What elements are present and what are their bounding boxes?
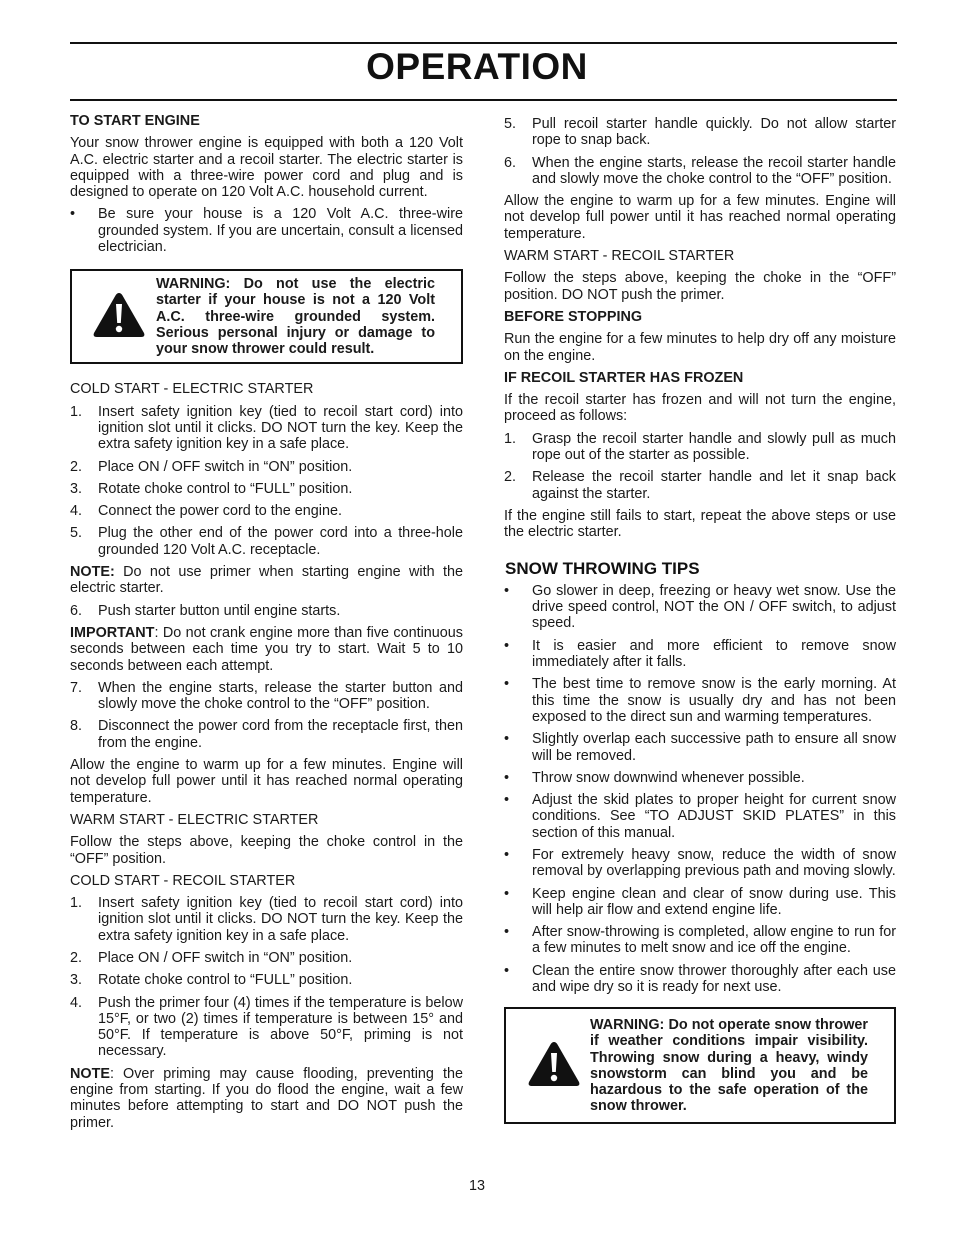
step-text: When the engine starts, release the recoil starter handle and slowly move the choke control to the “OFF” position. [532,154,896,187]
list-item [504,116,896,149]
step-text: Insert safety ignition key (tied to recoil start cord) into ignition slot until it clicks. DO NOT turn the key. Keep the extra safety ignition key in a safe place. [98,403,463,453]
list-item [70,950,463,966]
step-text: Rotate choke control to “FULL” position. [98,972,353,989]
list-item [504,155,896,188]
bullet: • [504,885,510,902]
warm-start-recoil-text: Follow the steps above, keeping the choke in the “OFF” position. DO NOT push the primer. [504,270,896,303]
cold-start-electric-heading: COLD START - ELECTRIC STARTER [70,381,314,398]
intro-paragraph: Your snow thrower engine is equipped with both a 120 Volt A.C. electric starter and a recoil starter. The electric starter is equipped with a three-wire power cord and plug and is designed to operate on 120 Volt A.C. household current. [70,135,463,201]
list-item [504,583,896,632]
step-number: 1. [70,895,83,912]
bullet: • [504,962,510,979]
step-number: 5. [70,525,83,542]
warning-box-visibility [504,1007,896,1124]
important-note [70,625,463,674]
list-item [504,924,896,957]
step-number: 4. [70,994,83,1011]
step-number: 6. [504,154,517,171]
step-number: 8. [70,718,83,735]
step-number: 1. [504,430,517,447]
bullet: • [504,582,510,599]
step-text: Place ON / OFF switch in “ON” position. [98,949,353,966]
list-item [504,963,896,996]
list-item [504,469,896,502]
step-number: 4. [70,503,83,520]
warning-icon [91,290,147,344]
frozen-outro: If the engine still fails to start, repeat the above steps or use the electric starter. [504,507,896,541]
warning-text: WARNING: Do not operate snow thrower if weather conditions impair visibility. Throwing snow during a heavy, windy snowstorm can blind you and be hazardous to the safe operation of the snow thrower. [590,1016,868,1115]
list-item [70,503,463,519]
right-column [504,116,896,1124]
list-item [70,206,463,255]
note-over-priming [70,1066,463,1131]
to-start-engine-heading: TO START ENGINE [70,113,200,129]
bullet: • [504,676,510,693]
before-stopping-heading: BEFORE STOPPING [504,308,643,325]
bullet: • [504,637,510,654]
list-item [504,770,896,786]
list-item [70,481,463,497]
list-item [504,638,896,671]
bullet: • [504,769,510,786]
left-column [70,113,463,1137]
tip-text: Throw snow downwind whenever possible. [532,769,805,786]
top-rule [70,42,897,44]
note-label: NOTE: [70,564,115,581]
list-item [70,895,463,944]
bullet: • [504,846,510,863]
step-text: Disconnect the power cord from the receptacle first, then from the engine. [98,718,463,751]
cold-start-recoil-heading: COLD START - RECOIL STARTER [70,872,296,889]
snow-throwing-tips-heading: SNOW THROWING TIPS [505,558,700,578]
list-item [70,995,463,1060]
step-number: 1. [70,403,83,420]
before-stopping-text: Run the engine for a few minutes to help dry off any moisture on the engine. [504,331,896,364]
tip-text: Adjust the skid plates to proper height for current snow conditions. See “TO ADJUST SKID PLATES” in this section of this manual. [532,792,896,841]
step-number: 2. [504,469,517,486]
warm-start-electric-text: Follow the steps above, keeping the choke control in the “OFF” position. [70,834,463,867]
note-text: Do not use primer when starting engine with the electric starter. [70,564,463,597]
tip-text: The best time to remove snow is the early morning. At this time the snow is usually dry and has not been exposed to the direct sun and warming temperatures. [532,676,896,725]
step-text: Insert safety ignition key (tied to recoil start cord) into ignition slot until it clicks. DO NOT turn the key. Keep the extra safety ignition key in a safe place. [98,895,463,944]
tip-text: Keep engine clean and clear of snow during use. This will help air flow and extend engine life. [532,885,896,918]
step-number: 6. [70,602,83,619]
tip-text: Go slower in deep, freezing or heavy wet snow. Use the drive speed control, NOT the ON / OFF switch, to adjust speed. [532,582,896,632]
important-text: : Do not crank engine more than five continuous seconds between each time you try to start. Wait 5 to 10 seconds between each attempt. [70,624,463,674]
frozen-heading: IF RECOIL STARTER HAS FROZEN [504,369,744,386]
bullet: • [504,792,510,809]
list-item [70,718,463,751]
bullet: • [70,206,76,223]
tip-text: Slightly overlap each successive path to ensure all snow will be removed. [532,731,896,764]
warm-start-electric-heading: WARM START - ELECTRIC STARTER [70,811,319,828]
note-text: : Over priming may cause flooding, preventing the engine from starting. If you do flood the engine, wait a few minutes before attempting to start and DO NOT push the primer. [70,1065,463,1131]
list-item [70,680,463,713]
important-label: IMPORTANT [70,624,155,641]
page-title: OPERATION [366,46,588,87]
step-number: 3. [70,972,83,989]
step-number: 2. [70,458,83,475]
note-label: NOTE [70,1065,110,1082]
step-text: Grasp the recoil starter handle and slowly pull as much rope out of the starter as possible. [532,430,896,464]
list-item [70,404,463,453]
step-text: Rotate choke control to “FULL” position. [98,480,353,497]
page-number: 13 [468,1178,485,1194]
step-number: 5. [504,116,517,132]
list-item [70,459,463,475]
step-text: Pull recoil starter handle quickly. Do not allow starter rope to snap back. [532,116,896,149]
warning-text: WARNING: Do not use the electric starter if your house is not a 120 Volt A.C. three-wire grounded system. Serious personal injury or damage to your snow thrower could result. [156,276,435,358]
list-item [70,603,463,619]
warning-box-electric [70,269,463,364]
step-text: Push the primer four (4) times if the temperature is below 15°F, or two (2) times if temperature is between 15° and 50°F. If temperature is above 50°F, priming is not necessary. [98,994,463,1060]
step-text: Place ON / OFF switch in “ON” position. [98,458,353,475]
list-item [70,525,463,558]
list-item [504,792,896,841]
frozen-intro: If the recoil starter has frozen and will not turn the engine, proceed as follows: [504,392,896,425]
list-item [504,676,896,725]
tip-text: For extremely heavy snow, reduce the width of snow removal by overlapping previous path and moving slowly. [532,846,896,880]
list-item [504,731,896,764]
allow-warm-paragraph: Allow the engine to warm up for a few minutes. Engine will not develop full power until it has reached normal operating temperature. [504,193,896,242]
list-item-text: Be sure your house is a 120 Volt A.C. three-wire grounded system. If you are uncertain, consult a licensed electrician. [98,206,463,256]
step-number: 7. [70,679,83,696]
step-text: When the engine starts, release the starter button and slowly move the choke control to the “OFF” position. [98,679,463,713]
step-text: Connect the power cord to the engine. [98,503,343,520]
step-text: Push starter button until engine starts. [98,602,341,619]
warm-start-recoil-heading: WARM START - RECOIL STARTER [504,248,735,265]
list-item [504,431,896,464]
list-item [504,886,896,919]
step-number: 2. [70,949,83,966]
bullet: • [504,924,510,941]
warning-icon [526,1039,582,1093]
allow-warm-paragraph: Allow the engine to warm up for a few minutes. Engine will not develop full power until it has reached normal operating temperature. [70,757,463,806]
step-text: Plug the other end of the power cord into a three-hole grounded 120 Volt A.C. receptacle. [98,525,463,558]
step-number: 3. [70,480,83,497]
list-item [70,972,463,988]
tip-text: After snow-throwing is completed, allow engine to run for a few minutes to melt snow and ice off the engine. [532,924,896,957]
note-primer [70,564,463,597]
list-item [504,847,896,880]
tip-text: Clean the entire snow thrower thoroughly after each use and wipe dry so it is ready for next use. [532,962,896,996]
title-underline [70,99,897,101]
tip-text: It is easier and more efficient to remove snow immediately after it falls. [532,637,896,671]
bullet: • [504,731,510,748]
step-text: Release the recoil starter handle and let it snap back against the starter. [532,469,896,502]
